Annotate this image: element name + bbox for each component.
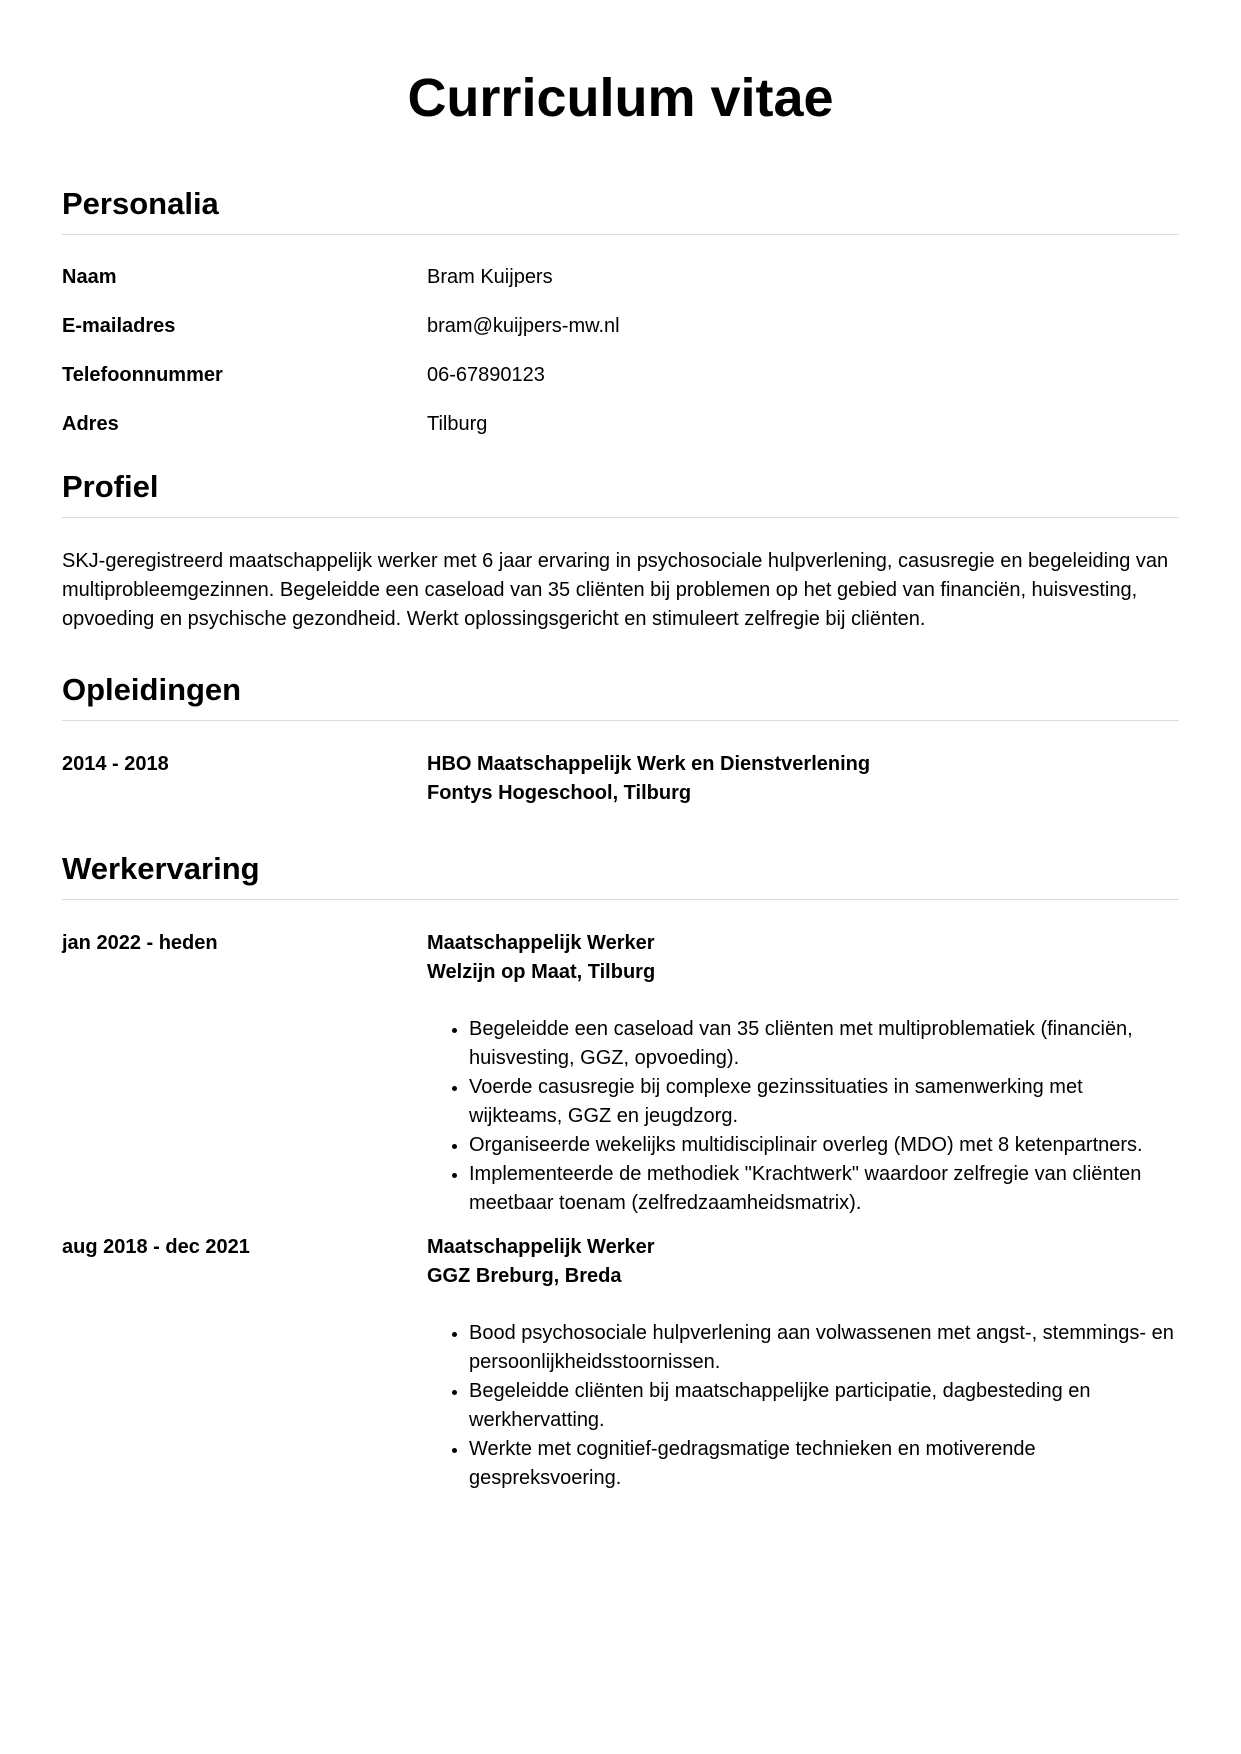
profiel-section bbox=[62, 469, 1179, 634]
personalia-row-name bbox=[62, 264, 1179, 313]
work-entry bbox=[62, 1233, 1179, 1493]
entry-body bbox=[427, 1233, 1179, 1493]
field-value: Bram Kuijpers bbox=[427, 266, 553, 288]
list-item: • Organiseerde wekelijks multidisciplinair overleg (MDO) met 8 ketenpartners. bbox=[469, 1131, 1179, 1160]
field-value: 06-67890123 bbox=[427, 364, 545, 386]
entry-date: 2014 - 2018 bbox=[62, 753, 169, 775]
personalia-section bbox=[62, 186, 1179, 460]
field-value: bram@kuijpers-mw.nl bbox=[427, 315, 620, 337]
field-label: Adres bbox=[62, 413, 119, 435]
work-entry bbox=[62, 929, 1179, 1218]
personalia-table bbox=[62, 264, 1179, 460]
entry-date: jan 2022 - heden bbox=[62, 932, 218, 954]
personalia-row-phone bbox=[62, 362, 1179, 411]
field-value: Tilburg bbox=[427, 413, 488, 435]
entry-date: aug 2018 - dec 2021 bbox=[62, 1236, 250, 1258]
education-entry bbox=[62, 750, 1179, 808]
entry-body bbox=[427, 929, 1179, 1218]
entry-title: Maatschappelijk Werker bbox=[427, 932, 655, 954]
personalia-row-address bbox=[62, 411, 1179, 460]
bullet-list bbox=[427, 1319, 1179, 1493]
section-heading-personalia: Personalia bbox=[62, 186, 1179, 235]
field-label: Telefoonnummer bbox=[62, 364, 223, 386]
section-heading-werkervaring: Werkervaring bbox=[62, 851, 1179, 900]
list-item: • Voerde casusregie bij complexe gezinssituaties in samenwerking met wijkteams, GGZ en jeugdzorg. bbox=[469, 1073, 1179, 1131]
section-heading-profiel: Profiel bbox=[62, 469, 1179, 518]
list-item: • Implementeerde de methodiek "Krachtwerk" waardoor zelfregie van cliënten meetbaar toenam (zelfredzaamheidsmatrix). bbox=[469, 1160, 1179, 1218]
entry-title: Maatschappelijk Werker bbox=[427, 1236, 655, 1258]
entry-body bbox=[427, 750, 1179, 808]
field-label: Naam bbox=[62, 266, 117, 288]
entry-org: Welzijn op Maat, Tilburg bbox=[427, 961, 656, 983]
list-item: • Begeleidde cliënten bij maatschappelijke participatie, dagbesteding en werkhervatting. bbox=[469, 1377, 1179, 1435]
bullet-list bbox=[427, 1015, 1179, 1218]
entry-title: HBO Maatschappelijk Werk en Dienstverlening bbox=[427, 753, 871, 775]
list-item: • Begeleidde een caseload van 35 cliënten met multiproblematiek (financiën, huisvesting, GGZ, opvoeding). bbox=[469, 1015, 1179, 1073]
field-label: E-mailadres bbox=[62, 315, 176, 337]
opleidingen-section bbox=[62, 672, 1179, 808]
list-item: • Werkte met cognitief-gedragsmatige technieken en motiverende gespreksvoering. bbox=[469, 1435, 1179, 1493]
cv-page bbox=[62, 0, 1179, 1493]
list-item: • Bood psychosociale hulpverlening aan volwassenen met angst-, stemmings- en persoonlijkheidsstoornissen. bbox=[469, 1319, 1179, 1377]
profile-text: SKJ-geregistreerd maatschappelijk werker met 6 jaar ervaring in psychosociale hulpverlening, casusregie en begeleiding van multiprobleemgezinnen. Begeleidde een caseload van 35 cliënten bij problemen op het gebied van financiën, huisvesting, opvoeding en psychische gezondheid. Werkt oplossingsgericht en stimuleert zelfregie bij cliënten. bbox=[62, 550, 1169, 630]
werkervaring-section bbox=[62, 851, 1179, 1493]
entry-org: GGZ Breburg, Breda bbox=[427, 1265, 622, 1287]
page-title: Curriculum vitae bbox=[407, 68, 834, 128]
section-heading-opleidingen: Opleidingen bbox=[62, 672, 1179, 721]
personalia-row-email bbox=[62, 313, 1179, 362]
entry-org: Fontys Hogeschool, Tilburg bbox=[427, 782, 692, 804]
